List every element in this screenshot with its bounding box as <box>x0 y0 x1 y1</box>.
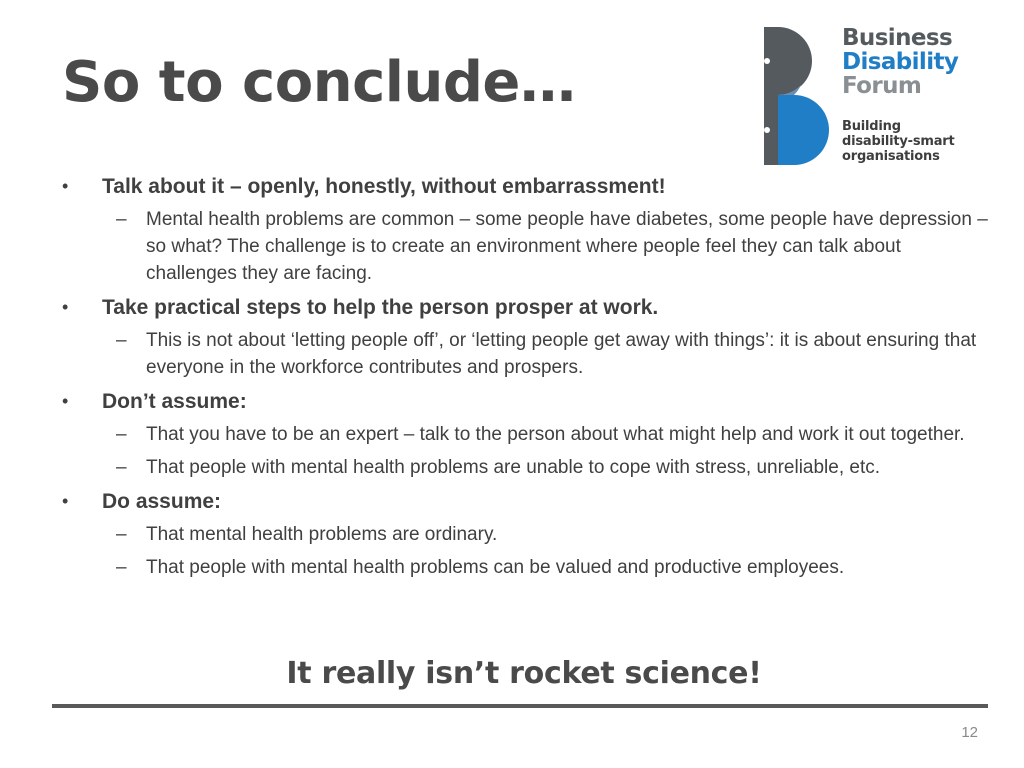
sub-item <box>102 421 992 448</box>
logo-tagline-line-1: Building <box>842 119 901 134</box>
sub-list <box>102 327 992 381</box>
bullet-item <box>62 172 992 287</box>
dash-marker-icon: – <box>116 457 127 478</box>
sub-item-text: Mental health problems are common – some people have diabetes, some people have depression – so what? The challenge is to create an environment where people feel they can talk about challenges they are facing. <box>146 209 988 284</box>
logo-b-mark-icon <box>764 27 836 165</box>
sub-item-text: That people with mental health problems can be valued and productive employees. <box>146 557 845 578</box>
bullet-marker-icon: • <box>62 176 69 196</box>
dash-marker-icon: – <box>116 524 127 545</box>
sub-item <box>102 327 992 381</box>
sub-item-text: That mental health problems are ordinary. <box>146 524 498 545</box>
business-disability-forum-logo <box>764 27 984 167</box>
logo-tagline <box>842 119 955 164</box>
logo-tagline-line-3: organisations <box>842 149 940 164</box>
sub-item <box>102 454 992 481</box>
sub-item <box>102 521 992 548</box>
sub-list <box>102 421 992 481</box>
bullet-marker-icon: • <box>62 491 69 511</box>
bullet-marker-icon: • <box>62 391 69 411</box>
slide-title: So to conclude… <box>62 50 576 115</box>
sub-item <box>102 554 992 581</box>
bullet-item <box>62 487 992 581</box>
logo-wordmark <box>842 27 958 99</box>
sub-list <box>102 521 992 581</box>
sub-item-text: This is not about ‘letting people off’, or ‘letting people get away with things’: it is about ensuring that everyone in the workforce contributes and prospers. <box>146 330 977 378</box>
page-number: 12 <box>961 724 978 741</box>
sub-item-text: That you have to be an expert – talk to the person about what might help and work it out together. <box>146 424 965 445</box>
dash-marker-icon: – <box>116 330 127 351</box>
bullet-text: Talk about it – openly, honestly, without embarrassment! <box>102 175 666 198</box>
logo-word-forum: Forum <box>842 73 922 99</box>
bullet-list <box>62 172 992 587</box>
bullet-text: Take practical steps to help the person prosper at work. <box>102 296 659 319</box>
logo-word-disability: Disability <box>842 49 959 75</box>
footer-divider <box>52 704 988 708</box>
dash-marker-icon: – <box>116 209 127 230</box>
dash-marker-icon: – <box>116 424 127 445</box>
bullet-item <box>62 293 992 381</box>
closing-tagline: It really isn’t rocket science! <box>286 656 762 691</box>
sub-list <box>102 206 992 287</box>
bullet-text: Don’t assume: <box>102 390 247 413</box>
sub-item <box>102 206 992 287</box>
bullet-item <box>62 387 992 481</box>
logo-word-business: Business <box>842 25 953 51</box>
dash-marker-icon: – <box>116 557 127 578</box>
logo-tagline-line-2: disability-smart <box>842 134 955 149</box>
sub-item-text: That people with mental health problems are unable to cope with stress, unreliable, etc. <box>146 457 881 478</box>
bullet-text: Do assume: <box>102 490 222 513</box>
bullet-marker-icon: • <box>62 297 69 317</box>
